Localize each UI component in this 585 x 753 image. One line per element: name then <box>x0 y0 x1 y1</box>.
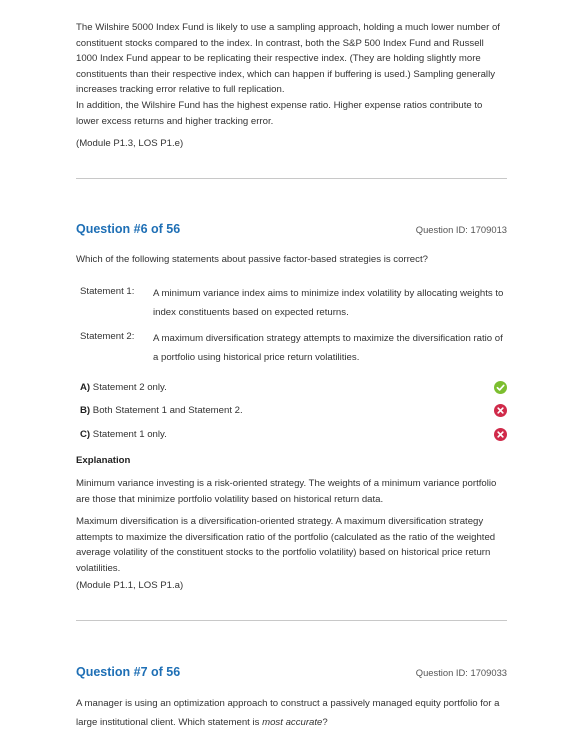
prev-explanation-para-2: In addition, the Wilshire Fund has the highest expense ratio. Higher expense ratios contribute to lower excess returns and higher tracking error. <box>76 100 483 127</box>
answer-letter: C) <box>80 429 91 440</box>
question-title: Question #7 of 56 <box>76 665 181 679</box>
answer-text: Both Statement 1 and Statement 2. <box>92 405 243 416</box>
answer-letter: B) <box>80 405 91 416</box>
question-prompt <box>76 694 507 732</box>
explanation-heading: Explanation <box>76 455 131 466</box>
question-prompt: Which of the following statements about passive factor-based strategies is correct? <box>76 254 428 265</box>
answer-text: Statement 1 only. <box>92 429 167 440</box>
question-header <box>76 220 507 240</box>
answer-option-a[interactable] <box>80 380 507 396</box>
answer-option-b[interactable] <box>80 403 507 419</box>
prev-explanation-para-1: The Wilshire 5000 Index Fund is likely to use a sampling approach, holding a much lower number of constituent stocks compared to the index. In contrast, both the S&P 500 Index Fund and Russell 1000 Index Fund appear to be replicating their respective index. (They are holding slightly more constituents than their respective index, which can happen if buffering is used.) Sampling generally increases tracking error relative to full replication. <box>76 22 500 95</box>
question-title: Question #6 of 56 <box>76 222 181 236</box>
answer-letter: A) <box>80 382 91 393</box>
answer-option-c[interactable] <box>80 427 507 443</box>
check-circle-icon <box>494 381 507 394</box>
question-prompt-emphasis: most accurate <box>262 717 323 728</box>
statement-text: A maximum diversification strategy attempts to maximize the diversification ratio of a portfolio using historical price return volatilities. <box>153 333 503 363</box>
section-divider <box>76 620 507 621</box>
statement-text: A minimum variance index aims to minimize index volatility by allocating weights to index constituents based on expected returns. <box>153 288 504 318</box>
question-id: Question ID: 1709033 <box>415 667 507 678</box>
statement-label: Statement 1: <box>80 286 135 297</box>
question-id: Question ID: 1709013 <box>415 224 507 235</box>
answer-text: Statement 2 only. <box>92 382 167 393</box>
explanation-para-2: Maximum diversification is a diversification-oriented strategy. A maximum diversification strategy attempts to maximize the diversification ratio of the portfolio (calculated as the ratio of the weighted average volatility of the constituent stocks to the portfolio volatility) based on historical price return volatilities. <box>76 516 496 574</box>
statement-label: Statement 2: <box>80 331 135 342</box>
x-circle-icon <box>494 428 507 441</box>
question-header <box>76 663 507 683</box>
x-circle-icon <box>494 404 507 417</box>
question-prompt-end: ? <box>322 717 328 728</box>
prev-reference: (Module P1.3, LOS P1.e) <box>76 138 184 149</box>
section-divider <box>76 178 507 179</box>
question-reference: (Module P1.1, LOS P1.a) <box>76 580 184 591</box>
explanation-para-1: Minimum variance investing is a risk-oriented strategy. The weights of a minimum variance portfolio are those that minimize portfolio volatility based on historical return data. <box>76 478 497 505</box>
question-prompt-text: A manager is using an optimization approach to construct a passively managed equity portfolio for a large institutional client. Which statement is <box>76 698 500 728</box>
